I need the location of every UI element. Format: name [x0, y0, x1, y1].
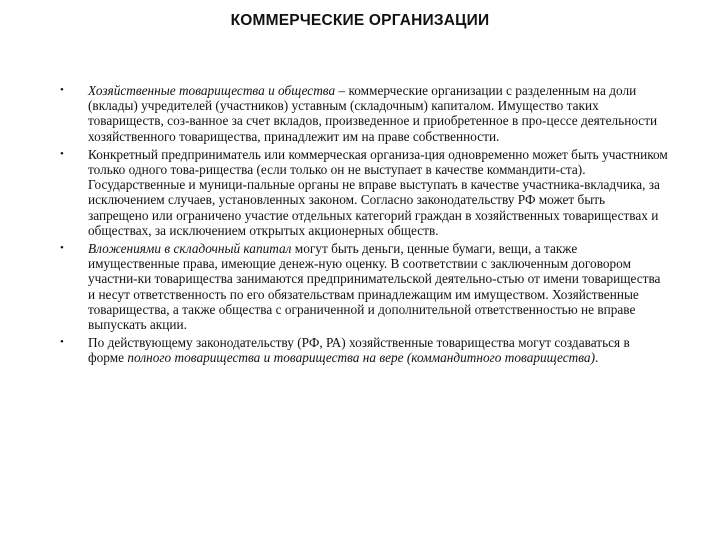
bullet-item-3 [60, 241, 668, 332]
bullet-3-text: могут быть деньги, ценные бумаги, вещи, а также имущественные права, имеющие денеж-ную оценку. В соответствии с заключенным договором участни-ки товарищества занимаются предпринимательской деятельно-стью от имени товарищества и несут ответственность по его обязательствам принадлежащим им имуществом. Хозяйственные товарищества, а также общества с ограниченной и дополнительной ответственностью не вправе выпускать акции. [88, 241, 661, 333]
bullet-item-2 [60, 147, 668, 238]
bullet-icon: • [60, 242, 64, 255]
bullet-4-term: полного товарищества и товарищества на вере (коммандитного товарищества) [127, 350, 595, 366]
bullet-1-term: Хозяйственные товарищества и общества [88, 83, 336, 98]
bullet-4-end: . [595, 350, 599, 366]
bullet-icon: • [60, 147, 64, 160]
bullet-item-4 [60, 335, 668, 365]
bullet-list [60, 83, 668, 369]
bullet-2-text: Конкретный предприниматель или коммерческая организа-ция одновременно может быть участником только одного това-рищества (если только он не выступает в качестве коммандити-ста). Государственные и муници-пальные органы не вправе выступать в качестве участника-вкладчика, за исключением случаев, установленных законом. Согласно законодательству РФ может быть запрещено или ограничено участие отдельных категорий граждан в хозяйственных товариществах и обществах, за исключением открытых акционерных обществ. [88, 146, 668, 238]
bullet-item-1 [60, 83, 668, 144]
bullet-4-text: По действующему законодательству (РФ, РА) хозяйственные товарищества могут создаваться в форме [88, 335, 630, 366]
bullet-1-text: – коммерческие организации с разделенным на доли (вклады) учредителей (участников) уставным (складочным) капиталом. Имущество таких товариществ, соз-ванное за счет вкладов, произведенное и приобретенное в про-цессе деятельности хозяйственного товарищества, принадлежит им на праве собственности. [88, 83, 658, 144]
bullet-icon: • [60, 336, 64, 349]
slide-title: КОММЕРЧЕСКИЕ ОРГАНИЗАЦИИ [230, 12, 490, 29]
bullet-icon: • [60, 84, 64, 96]
bullet-3-term: Вложениями в складочный капитал [88, 241, 292, 257]
